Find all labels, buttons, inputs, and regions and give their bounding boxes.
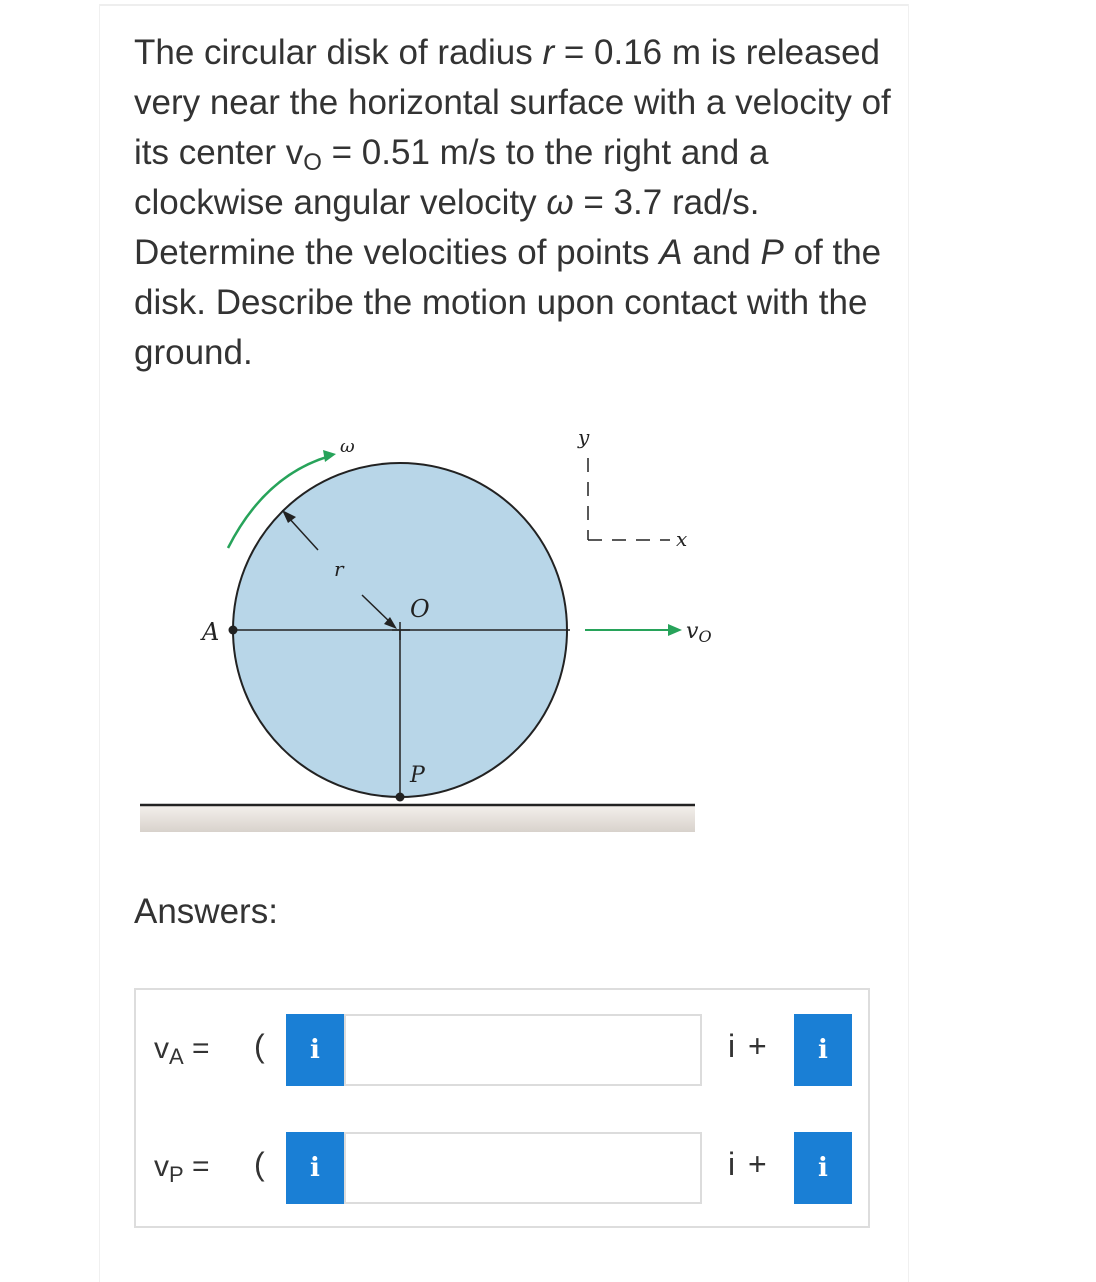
label-r: r: [334, 557, 344, 581]
answer-box: [134, 988, 870, 1228]
answer-row-vP: [136, 1132, 870, 1208]
label-A: A: [202, 618, 220, 646]
label-vO: vO: [686, 619, 712, 646]
i-unit-plus: i +: [728, 1146, 769, 1182]
disk-figure: [130, 420, 730, 840]
label-y: y: [578, 425, 590, 449]
vA-i-input[interactable]: [344, 1014, 702, 1086]
label-omega: ω: [340, 436, 355, 457]
info-button-2[interactable]: i: [794, 1132, 852, 1204]
point-P: [396, 793, 405, 802]
info-button-2[interactable]: i: [794, 1014, 852, 1086]
problem-statement: The circular disk of radius r = 0.16 m is released very near the horizontal surface with a velocity of its center $v_O = 0.51$ m/s to the right and a clockwise angular velocity ω = 3.7 rad/s. Determine the velocities of points A and P of the disk. Describe the motion upon contact with the ground.: [134, 33, 891, 372]
label-P: P: [410, 763, 425, 788]
label-x: x: [676, 527, 688, 551]
info-button[interactable]: i: [286, 1132, 344, 1204]
label-O: O: [410, 595, 430, 623]
open-paren: (: [254, 1146, 265, 1182]
point-A: [229, 626, 238, 635]
answer-row-vA: [136, 1014, 870, 1090]
vP-label: $v_P$ =: [154, 1150, 210, 1187]
vA-label: $v_A$ =: [154, 1032, 210, 1069]
i-unit-plus: i +: [728, 1028, 769, 1064]
vP-i-input[interactable]: [344, 1132, 702, 1204]
ground-surface: [140, 806, 695, 832]
info-button[interactable]: i: [286, 1014, 344, 1086]
answers-heading: Answers:: [134, 892, 278, 931]
open-paren: (: [254, 1028, 265, 1064]
